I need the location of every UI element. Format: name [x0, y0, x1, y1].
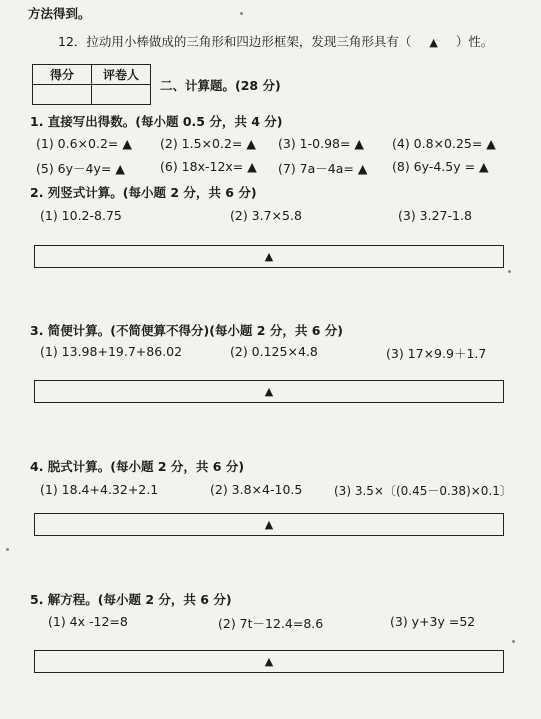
- q5-item: (2) 7t－12.4=8.6: [218, 616, 324, 631]
- q1-item: (1) 0.6×0.2= ▲: [36, 136, 132, 151]
- score-table: [32, 64, 151, 105]
- q5-heading: 5. 解方程。(每小题 2 分，共 6 分): [30, 592, 232, 607]
- score-header: 得分: [33, 65, 92, 85]
- q2-answer-box[interactable]: [34, 245, 504, 268]
- q3-item: (1) 13.98+19.7+86.02: [40, 344, 183, 359]
- scan-speck: [508, 270, 511, 273]
- q1-heading: 1. 直接写出得数。(每小题 0.5 分，共 4 分): [30, 114, 283, 129]
- q3-item: (3) 17×9.9＋1.7: [386, 346, 487, 361]
- q4-item: (2) 3.8×4-10.5: [210, 482, 303, 497]
- q3-heading: 3. 简便计算。(不简便算不得分)(每小题 2 分，共 6 分): [30, 323, 343, 338]
- q2-item: (2) 3.7×5.8: [230, 208, 302, 223]
- q4-answer-box[interactable]: [34, 513, 504, 536]
- q3-item: (2) 0.125×4.8: [230, 344, 318, 359]
- q5-answer-box[interactable]: [34, 650, 504, 673]
- q1-item: (5) 6y－4y= ▲: [36, 161, 125, 176]
- q4-item: (1) 18.4+4.32+2.1: [40, 482, 159, 497]
- q3-answer-triangle: ▲: [264, 385, 274, 398]
- scan-speck: [240, 12, 243, 15]
- q12-text-after: ）性。: [455, 34, 494, 49]
- q1-item: (4) 0.8×0.25= ▲: [392, 136, 496, 151]
- q2-heading: 2. 列竖式计算。(每小题 2 分，共 6 分): [30, 185, 257, 200]
- q4-item: (3) 3.5×〔(0.45－0.38)×0.1〕: [334, 484, 512, 498]
- grader-header: 评卷人: [92, 65, 151, 85]
- q1-item: (2) 1.5×0.2= ▲: [160, 136, 256, 151]
- q5-item: (1) 4x -12=8: [48, 614, 128, 629]
- q1-item: (6) 18x-12x= ▲: [160, 159, 257, 174]
- q2-item: (3) 3.27-1.8: [398, 208, 472, 223]
- section-title: 二、计算题。(28 分): [160, 78, 281, 93]
- question-12: [58, 32, 493, 50]
- q4-answer-triangle: ▲: [264, 518, 274, 531]
- scan-speck: [6, 548, 9, 551]
- q2-answer-triangle: ▲: [264, 250, 274, 263]
- q1-item: (3) 1-0.98= ▲: [278, 136, 365, 151]
- q1-item: (7) 7a－4a= ▲: [278, 161, 368, 176]
- q12-text-before: 12．拉动用小棒做成的三角形和四边形框架，发现三角形具有（: [58, 34, 412, 49]
- q3-answer-box[interactable]: [34, 380, 504, 403]
- grader-cell[interactable]: [92, 85, 151, 105]
- q5-answer-triangle: ▲: [264, 655, 274, 668]
- score-cell[interactable]: [33, 85, 92, 105]
- q4-heading: 4. 脱式计算。(每小题 2 分，共 6 分): [30, 459, 245, 474]
- q12-blank-triangle: ▲: [429, 36, 438, 49]
- q2-item: (1) 10.2-8.75: [40, 208, 122, 223]
- q5-item: (3) y+3y =52: [390, 614, 476, 629]
- scan-speck: [512, 640, 515, 643]
- top-line: 方法得到。: [28, 6, 91, 21]
- q1-item: (8) 6y-4.5y = ▲: [392, 159, 489, 174]
